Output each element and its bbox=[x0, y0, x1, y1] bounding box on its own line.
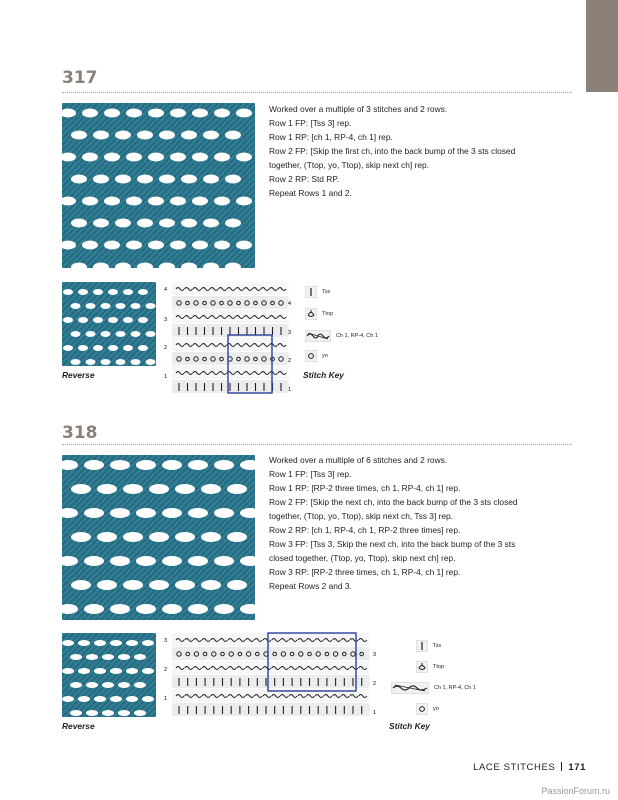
lace-hole bbox=[71, 359, 81, 365]
lace-hole bbox=[116, 359, 126, 365]
lace-hole bbox=[104, 109, 120, 118]
lace-hole bbox=[214, 556, 234, 566]
stitch-key-caption: Stitch Key bbox=[303, 370, 344, 380]
chart-row bbox=[172, 647, 369, 660]
lace-hole bbox=[162, 604, 182, 614]
lace-hole bbox=[97, 484, 117, 494]
lace-hole bbox=[181, 175, 197, 184]
lace-hole bbox=[71, 303, 81, 309]
lace-hole bbox=[115, 175, 131, 184]
lace-hole bbox=[93, 345, 103, 351]
row-number: 2 bbox=[164, 345, 168, 351]
lace-hole bbox=[123, 317, 133, 323]
lace-hole bbox=[148, 241, 164, 250]
instruction-line: Row 2 FP: [Skip the first ch, into the back bump of the 3 sts closed together, (Ttop, yo, Ttop), skip next ch] rep. bbox=[269, 146, 516, 170]
instruction-line: Row 2 RP: Std RP. bbox=[269, 174, 340, 184]
lace-hole bbox=[162, 460, 182, 470]
lace-hole bbox=[70, 654, 82, 660]
lace-hole bbox=[116, 331, 126, 337]
yo-icon bbox=[305, 350, 317, 362]
lace-hole bbox=[82, 241, 98, 250]
lace-hole bbox=[188, 508, 208, 518]
lace-hole bbox=[123, 580, 143, 590]
lace-hole bbox=[137, 219, 153, 228]
key-entry bbox=[305, 308, 333, 320]
key-entry bbox=[416, 640, 441, 652]
lace-hole bbox=[110, 604, 130, 614]
lace-hole bbox=[84, 460, 104, 470]
lace-hole bbox=[126, 640, 138, 646]
lace-hole bbox=[131, 303, 141, 309]
lace-hole bbox=[146, 331, 156, 337]
lace-hole bbox=[159, 131, 175, 140]
lace-hole bbox=[162, 508, 182, 518]
lace-hole bbox=[123, 289, 133, 295]
instruction-line: Repeat Rows 2 and 3. bbox=[269, 581, 352, 591]
lace-hole bbox=[63, 345, 73, 351]
row-number: 2 bbox=[373, 681, 377, 687]
lace-hole bbox=[71, 331, 81, 337]
lace-hole bbox=[78, 696, 90, 702]
lace-hole bbox=[170, 109, 186, 118]
key-label: Tss bbox=[322, 289, 331, 295]
instruction-line: Repeat Rows 1 and 2. bbox=[269, 188, 352, 198]
lace-hole bbox=[110, 460, 130, 470]
row-number: 3 bbox=[288, 330, 292, 336]
lace-hole bbox=[118, 710, 130, 716]
lace-hole bbox=[115, 219, 131, 228]
lace-hole bbox=[101, 303, 111, 309]
row-number: 3 bbox=[373, 652, 377, 658]
lace-hole bbox=[146, 303, 156, 309]
lace-hole bbox=[170, 153, 186, 162]
lace-hole bbox=[201, 580, 221, 590]
footer-divider bbox=[561, 762, 562, 771]
key-label: yo bbox=[322, 353, 328, 359]
instruction-line: Row 1 RP: [ch 1, RP-4, ch 1] rep. bbox=[269, 132, 393, 142]
instruction-line: Worked over a multiple of 3 stitches and 2 rows. bbox=[269, 104, 448, 114]
lace-hole bbox=[71, 219, 87, 228]
lace-hole bbox=[71, 484, 91, 494]
lace-hole bbox=[131, 359, 141, 365]
lace-hole bbox=[110, 640, 122, 646]
row-number: 1 bbox=[373, 710, 377, 716]
lace-hole bbox=[188, 556, 208, 566]
lace-hole bbox=[236, 197, 252, 206]
lace-hole bbox=[225, 219, 241, 228]
lace-hole bbox=[136, 460, 156, 470]
lace-hole bbox=[148, 197, 164, 206]
lace-hole bbox=[78, 345, 88, 351]
stitch-instructions bbox=[269, 453, 527, 593]
ch1-rp4-ch1-icon bbox=[305, 330, 331, 342]
lace-hole bbox=[78, 640, 90, 646]
chart-row bbox=[172, 661, 369, 674]
lace-hole bbox=[142, 668, 154, 674]
lace-hole bbox=[93, 317, 103, 323]
lace-hole bbox=[227, 484, 247, 494]
tss-icon bbox=[416, 640, 428, 652]
lace-hole bbox=[192, 153, 208, 162]
lace-hole bbox=[138, 317, 148, 323]
lace-hole bbox=[236, 153, 252, 162]
lace-hole bbox=[101, 331, 111, 337]
lace-hole bbox=[136, 508, 156, 518]
lace-hole bbox=[116, 303, 126, 309]
lace-hole bbox=[134, 682, 146, 688]
chart-row bbox=[172, 675, 369, 688]
lace-hole bbox=[94, 696, 106, 702]
instruction-line: Row 2 RP: [ch 1, RP-4, ch 1, RP-2 three times] rep. bbox=[269, 525, 461, 535]
lace-hole bbox=[149, 484, 169, 494]
lace-hole bbox=[82, 153, 98, 162]
lace-hole bbox=[108, 345, 118, 351]
lace-hole bbox=[102, 682, 114, 688]
lace-hole bbox=[71, 131, 87, 140]
reverse-caption: Reverse bbox=[62, 721, 95, 731]
lace-hole bbox=[86, 359, 96, 365]
page-footer bbox=[473, 762, 586, 773]
row-number: 2 bbox=[164, 667, 168, 673]
row-number: 3 bbox=[164, 638, 168, 644]
lace-hole bbox=[149, 580, 169, 590]
lace-hole bbox=[149, 532, 169, 542]
lace-hole bbox=[70, 682, 82, 688]
lace-hole bbox=[126, 153, 142, 162]
lace-hole bbox=[78, 317, 88, 323]
lace-hole bbox=[137, 131, 153, 140]
stitch-number: 318 bbox=[62, 423, 98, 443]
tss-icon bbox=[305, 286, 317, 298]
lace-hole bbox=[131, 331, 141, 337]
lace-hole bbox=[78, 668, 90, 674]
lace-hole bbox=[62, 696, 74, 702]
ttop-icon bbox=[416, 661, 428, 673]
lace-hole bbox=[78, 289, 88, 295]
lace-hole bbox=[192, 197, 208, 206]
chart-row bbox=[172, 703, 369, 716]
chart-row bbox=[172, 633, 369, 646]
lace-hole bbox=[175, 580, 195, 590]
key-label: Tss bbox=[433, 643, 442, 649]
lace-hole bbox=[62, 668, 74, 674]
lace-hole bbox=[86, 303, 96, 309]
lace-hole bbox=[118, 654, 130, 660]
stitch-chart bbox=[160, 632, 385, 725]
ch1-rp4-ch1-icon bbox=[391, 682, 429, 694]
lace-hole bbox=[102, 654, 114, 660]
instruction-line: Row 2 FP: [Skip the next ch, into the back bump of the 3 sts closed together, (Ttop, yo, Ttop), skip next ch, Tss 3] rep. bbox=[269, 497, 518, 521]
lace-hole bbox=[201, 532, 221, 542]
lace-hole bbox=[82, 109, 98, 118]
lace-hole bbox=[110, 556, 130, 566]
lace-hole bbox=[123, 532, 143, 542]
page-number: 171 bbox=[568, 762, 586, 773]
lace-hole bbox=[123, 484, 143, 494]
lace-hole bbox=[146, 359, 156, 365]
lace-hole bbox=[71, 175, 87, 184]
instruction-line: Row 1 FP: [Tss 3] rep. bbox=[269, 469, 352, 479]
key-label: Ch 1, RP-4, Ch 1 bbox=[434, 685, 476, 691]
lace-hole bbox=[97, 532, 117, 542]
lace-hole bbox=[188, 604, 208, 614]
lace-hole bbox=[236, 241, 252, 250]
lace-hole bbox=[188, 460, 208, 470]
key-entry bbox=[305, 330, 378, 342]
lace-hole bbox=[214, 508, 234, 518]
reverse-caption: Reverse bbox=[62, 370, 95, 380]
lace-hole bbox=[138, 289, 148, 295]
lace-hole bbox=[214, 197, 230, 206]
lace-hole bbox=[63, 289, 73, 295]
lace-hole bbox=[138, 345, 148, 351]
lace-hole bbox=[148, 109, 164, 118]
watermark: PassionForum.ru bbox=[541, 786, 610, 796]
lace-hole bbox=[94, 640, 106, 646]
lace-hole bbox=[123, 345, 133, 351]
lace-hole bbox=[93, 289, 103, 295]
lace-hole bbox=[115, 131, 131, 140]
row-number: 4 bbox=[288, 301, 292, 307]
row-number: 3 bbox=[164, 317, 168, 323]
lace-hole bbox=[225, 175, 241, 184]
lace-hole bbox=[181, 219, 197, 228]
key-label: Ch 1, RP-4, Ch 1 bbox=[336, 333, 378, 339]
lace-hole bbox=[225, 131, 241, 140]
lace-hole bbox=[203, 219, 219, 228]
lace-hole bbox=[62, 640, 74, 646]
lace-hole bbox=[93, 131, 109, 140]
chapter-title: LACE STITCHES bbox=[473, 762, 556, 773]
lace-hole bbox=[108, 317, 118, 323]
stitch-chart bbox=[160, 281, 300, 401]
lace-hole bbox=[102, 710, 114, 716]
lace-hole bbox=[148, 153, 164, 162]
lace-hole bbox=[104, 241, 120, 250]
lace-hole bbox=[142, 640, 154, 646]
lace-hole bbox=[71, 532, 91, 542]
stitch-instructions bbox=[269, 102, 527, 200]
lace-hole bbox=[71, 580, 91, 590]
key-entry bbox=[416, 703, 439, 715]
lace-hole bbox=[86, 682, 98, 688]
reverse-swatch-photo bbox=[62, 282, 156, 366]
row-number: 1 bbox=[288, 387, 292, 393]
lace-hole bbox=[108, 289, 118, 295]
lace-hole bbox=[170, 241, 186, 250]
lace-hole bbox=[201, 484, 221, 494]
lace-hole bbox=[104, 197, 120, 206]
instruction-line: Row 1 RP: [RP-2 three times, ch 1, RP-4, ch 1] rep. bbox=[269, 483, 461, 493]
stitch-number: 317 bbox=[62, 68, 98, 88]
lace-hole bbox=[170, 197, 186, 206]
ttop-icon bbox=[305, 308, 317, 320]
lace-hole bbox=[63, 317, 73, 323]
lace-hole bbox=[84, 508, 104, 518]
lace-hole bbox=[227, 580, 247, 590]
instruction-line: Worked over a multiple of 6 stitches and 2 rows. bbox=[269, 455, 448, 465]
lace-hole bbox=[203, 131, 219, 140]
section-divider bbox=[62, 444, 572, 445]
lace-hole bbox=[214, 153, 230, 162]
lace-hole bbox=[110, 668, 122, 674]
lace-hole bbox=[94, 668, 106, 674]
lace-hole bbox=[101, 359, 111, 365]
section-divider bbox=[62, 92, 572, 93]
key-entry bbox=[416, 661, 444, 673]
lace-hole bbox=[134, 710, 146, 716]
lace-hole bbox=[86, 654, 98, 660]
lace-hole bbox=[93, 175, 109, 184]
lace-hole bbox=[142, 696, 154, 702]
row-number: 1 bbox=[164, 696, 168, 702]
lace-hole bbox=[97, 580, 117, 590]
lace-hole bbox=[214, 604, 234, 614]
lace-hole bbox=[118, 682, 130, 688]
lace-hole bbox=[126, 197, 142, 206]
key-label: yo bbox=[433, 706, 439, 712]
row-number: 1 bbox=[164, 374, 168, 380]
chapter-tab bbox=[586, 0, 618, 92]
lace-hole bbox=[93, 219, 109, 228]
lace-hole bbox=[70, 710, 82, 716]
row-number: 2 bbox=[288, 358, 292, 364]
lace-hole bbox=[126, 109, 142, 118]
stitch-swatch-photo bbox=[62, 103, 255, 268]
lace-hole bbox=[82, 197, 98, 206]
reverse-swatch-photo bbox=[62, 633, 156, 717]
stitch-swatch-photo bbox=[62, 455, 255, 620]
lace-hole bbox=[159, 219, 175, 228]
key-entry bbox=[305, 350, 328, 362]
lace-hole bbox=[104, 153, 120, 162]
lace-hole bbox=[126, 241, 142, 250]
lace-hole bbox=[236, 109, 252, 118]
lace-hole bbox=[134, 654, 146, 660]
lace-hole bbox=[136, 604, 156, 614]
lace-hole bbox=[181, 131, 197, 140]
lace-hole bbox=[175, 532, 195, 542]
lace-hole bbox=[214, 460, 234, 470]
stitch-key-caption: Stitch Key bbox=[389, 721, 430, 731]
lace-hole bbox=[162, 556, 182, 566]
key-label: Ttop bbox=[322, 311, 334, 317]
key-entry bbox=[305, 286, 330, 298]
lace-hole bbox=[84, 556, 104, 566]
key-label: Ttop bbox=[433, 664, 445, 670]
lace-hole bbox=[86, 710, 98, 716]
row-number: 4 bbox=[164, 287, 168, 293]
lace-hole bbox=[126, 696, 138, 702]
lace-hole bbox=[227, 532, 247, 542]
lace-hole bbox=[126, 668, 138, 674]
key-entry bbox=[391, 682, 476, 694]
lace-hole bbox=[192, 109, 208, 118]
yo-icon bbox=[416, 703, 428, 715]
lace-hole bbox=[192, 241, 208, 250]
instruction-line: Row 1 FP: [Tss 3] rep. bbox=[269, 118, 352, 128]
lace-hole bbox=[214, 109, 230, 118]
lace-hole bbox=[86, 331, 96, 337]
lace-hole bbox=[84, 604, 104, 614]
lace-hole bbox=[175, 484, 195, 494]
instruction-line: Row 3 RP: [RP-2 three times, ch 1, RP-4, ch 1] rep. bbox=[269, 567, 461, 577]
lace-hole bbox=[214, 241, 230, 250]
lace-hole bbox=[136, 556, 156, 566]
instruction-line: Row 3 FP: [Tss 3, Skip the next ch, into the back bump of the 3 sts closed together, (Ttop, yo, Ttop), skip next ch] rep. bbox=[269, 539, 516, 563]
lace-hole bbox=[110, 508, 130, 518]
lace-hole bbox=[203, 175, 219, 184]
lace-hole bbox=[137, 175, 153, 184]
lace-hole bbox=[159, 175, 175, 184]
lace-hole bbox=[110, 696, 122, 702]
